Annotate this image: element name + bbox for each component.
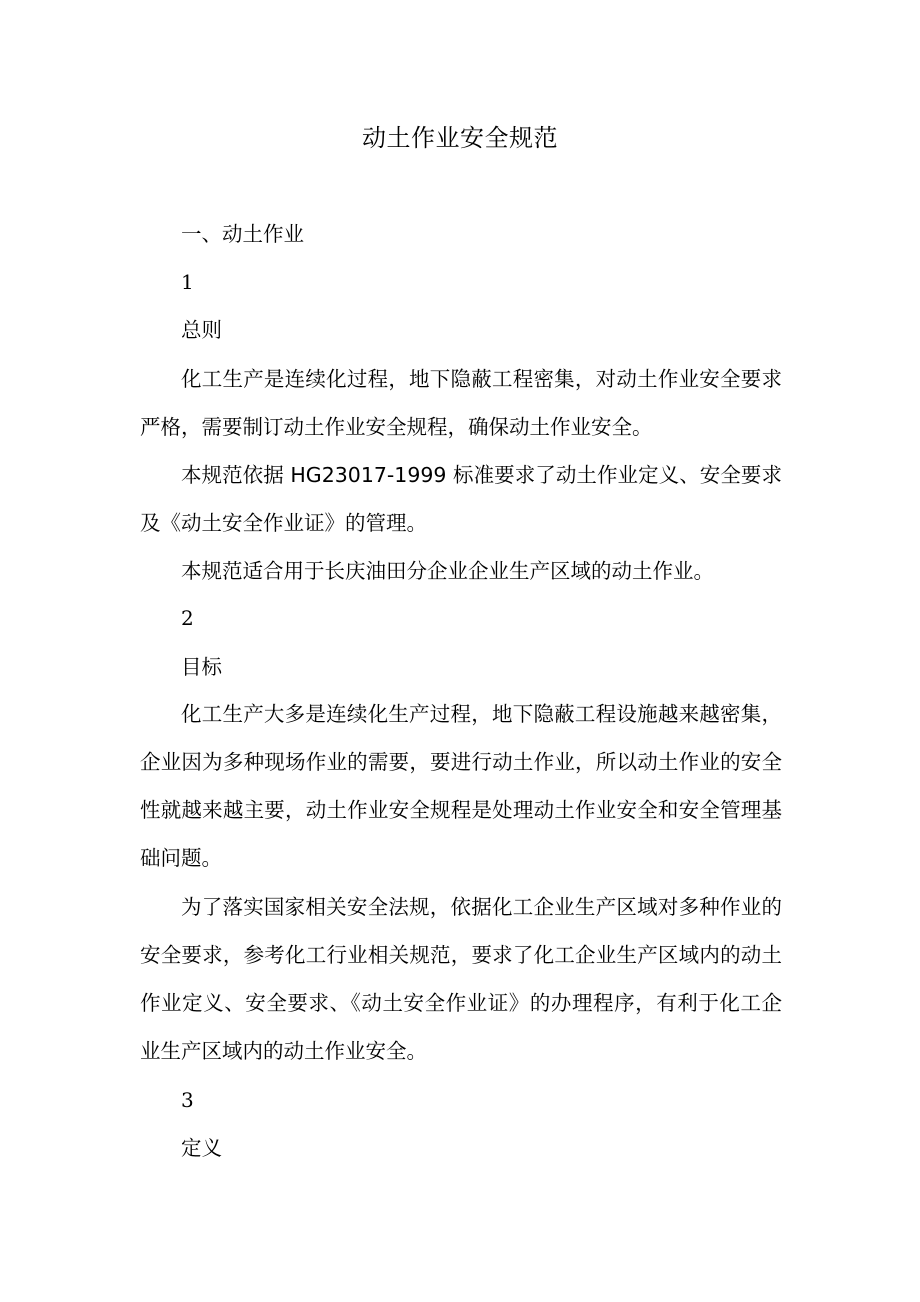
paragraph-purpose-1: 化工生产大多是连续化生产过程，地下隐蔽工程设施越来越密集，企业因为多种现场作业的需要，要进行动土作业，所以动土作业的安全性就越来越主要，动土作业安全规程是处理动土作业安全和安全管理基础问题。 bbox=[140, 702, 782, 870]
section-heading-zongze: 总则 bbox=[181, 318, 222, 342]
section-number-1: 1 bbox=[181, 270, 194, 294]
section-heading-mubiao: 目标 bbox=[181, 655, 222, 679]
section-heading-dongtu: 一、动土作业 bbox=[181, 222, 304, 246]
section-number-2: 2 bbox=[181, 606, 194, 630]
paragraph-general-1: 化工生产是连续化过程，地下隐蔽工程密集，对动土作业安全要求严格，需要制订动土作业安全规程，确保动土作业安全。 bbox=[140, 367, 782, 439]
section-number-3: 3 bbox=[181, 1088, 194, 1112]
paragraph-general-2: 本规范依据 HG23017-1999 标准要求了动土作业定义、安全要求及《动土安全作业证》的管理。 bbox=[140, 463, 782, 535]
document-title: 动土作业安全规范 bbox=[362, 124, 558, 152]
section-heading-dingyi: 定义 bbox=[181, 1136, 222, 1160]
paragraph-general-3: 本规范适合用于长庆油田分企业企业生产区域的动土作业。 bbox=[181, 559, 714, 583]
paragraph-purpose-2: 为了落实国家相关安全法规，依据化工企业生产区域对多种作业的安全要求，参考化工行业相关规范，要求了化工企业生产区域内的动土作业定义、安全要求、《动土安全作业证》的办理程序，有利于化工企业生产区域内的动土作业安全。 bbox=[140, 895, 782, 1063]
